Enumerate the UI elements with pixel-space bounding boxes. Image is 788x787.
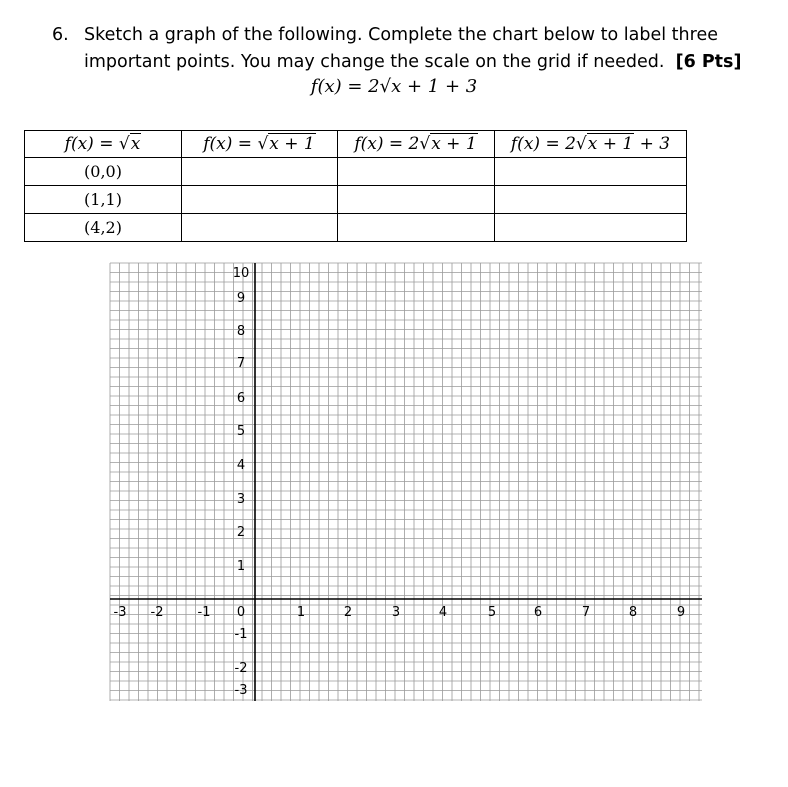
y-tick-label: 2 bbox=[236, 525, 246, 540]
table-header: f(x) = √x bbox=[25, 131, 182, 158]
y-tick-label: 5 bbox=[236, 424, 246, 439]
x-tick-label: 3 bbox=[391, 605, 401, 620]
x-tick-label: 5 bbox=[487, 605, 497, 620]
x-tick-label: 4 bbox=[438, 605, 448, 620]
y-tick-label: -3 bbox=[234, 683, 248, 698]
y-tick-label: -1 bbox=[234, 627, 248, 642]
x-tick-label: 1 bbox=[296, 605, 306, 620]
points-label: [6 Pts] bbox=[675, 52, 742, 72]
main-equation: f(x) = 2√x + 1 + 3 bbox=[310, 76, 478, 97]
x-tick-label: 6 bbox=[533, 605, 543, 620]
table-cell: (4,2) bbox=[25, 214, 182, 242]
y-tick-label: 1 bbox=[236, 559, 246, 574]
grid-lines bbox=[110, 263, 702, 701]
x-tick-label: -1 bbox=[197, 605, 211, 620]
table-header: f(x) = √x + 1 bbox=[182, 131, 338, 158]
question-line-1: Sketch a graph of the following. Complete the chart below to label three bbox=[84, 25, 718, 45]
y-tick-label: 6 bbox=[236, 391, 246, 406]
table-cell: (0,0) bbox=[25, 158, 182, 186]
question-line-2-text: important points. You may change the scale on the grid if needed. bbox=[84, 52, 665, 72]
y-tick-label: 4 bbox=[236, 458, 246, 473]
y-tick-label: 9 bbox=[236, 291, 246, 306]
table-header: f(x) = 2√x + 1 bbox=[338, 131, 495, 158]
x-tick-label: 0 bbox=[236, 605, 246, 620]
y-tick-label: -2 bbox=[234, 661, 248, 676]
y-tick-label: 3 bbox=[236, 492, 246, 507]
question-number: 6. bbox=[52, 25, 69, 45]
y-tick-label: 8 bbox=[236, 324, 246, 339]
x-tick-label: 8 bbox=[628, 605, 638, 620]
x-tick-label: 9 bbox=[676, 605, 686, 620]
x-axis-labels bbox=[114, 605, 686, 620]
table-header: f(x) = 2√x + 1 + 3 bbox=[495, 131, 687, 158]
x-tick-label: 7 bbox=[581, 605, 591, 620]
table-cell: (1,1) bbox=[25, 186, 182, 214]
y-axis-labels bbox=[233, 266, 250, 698]
y-tick-label: 10 bbox=[232, 266, 250, 281]
x-tick-label: -3 bbox=[113, 605, 127, 620]
x-tick-label: 2 bbox=[343, 605, 353, 620]
y-tick-label: 7 bbox=[236, 356, 246, 371]
x-tick-label: -2 bbox=[150, 605, 164, 620]
